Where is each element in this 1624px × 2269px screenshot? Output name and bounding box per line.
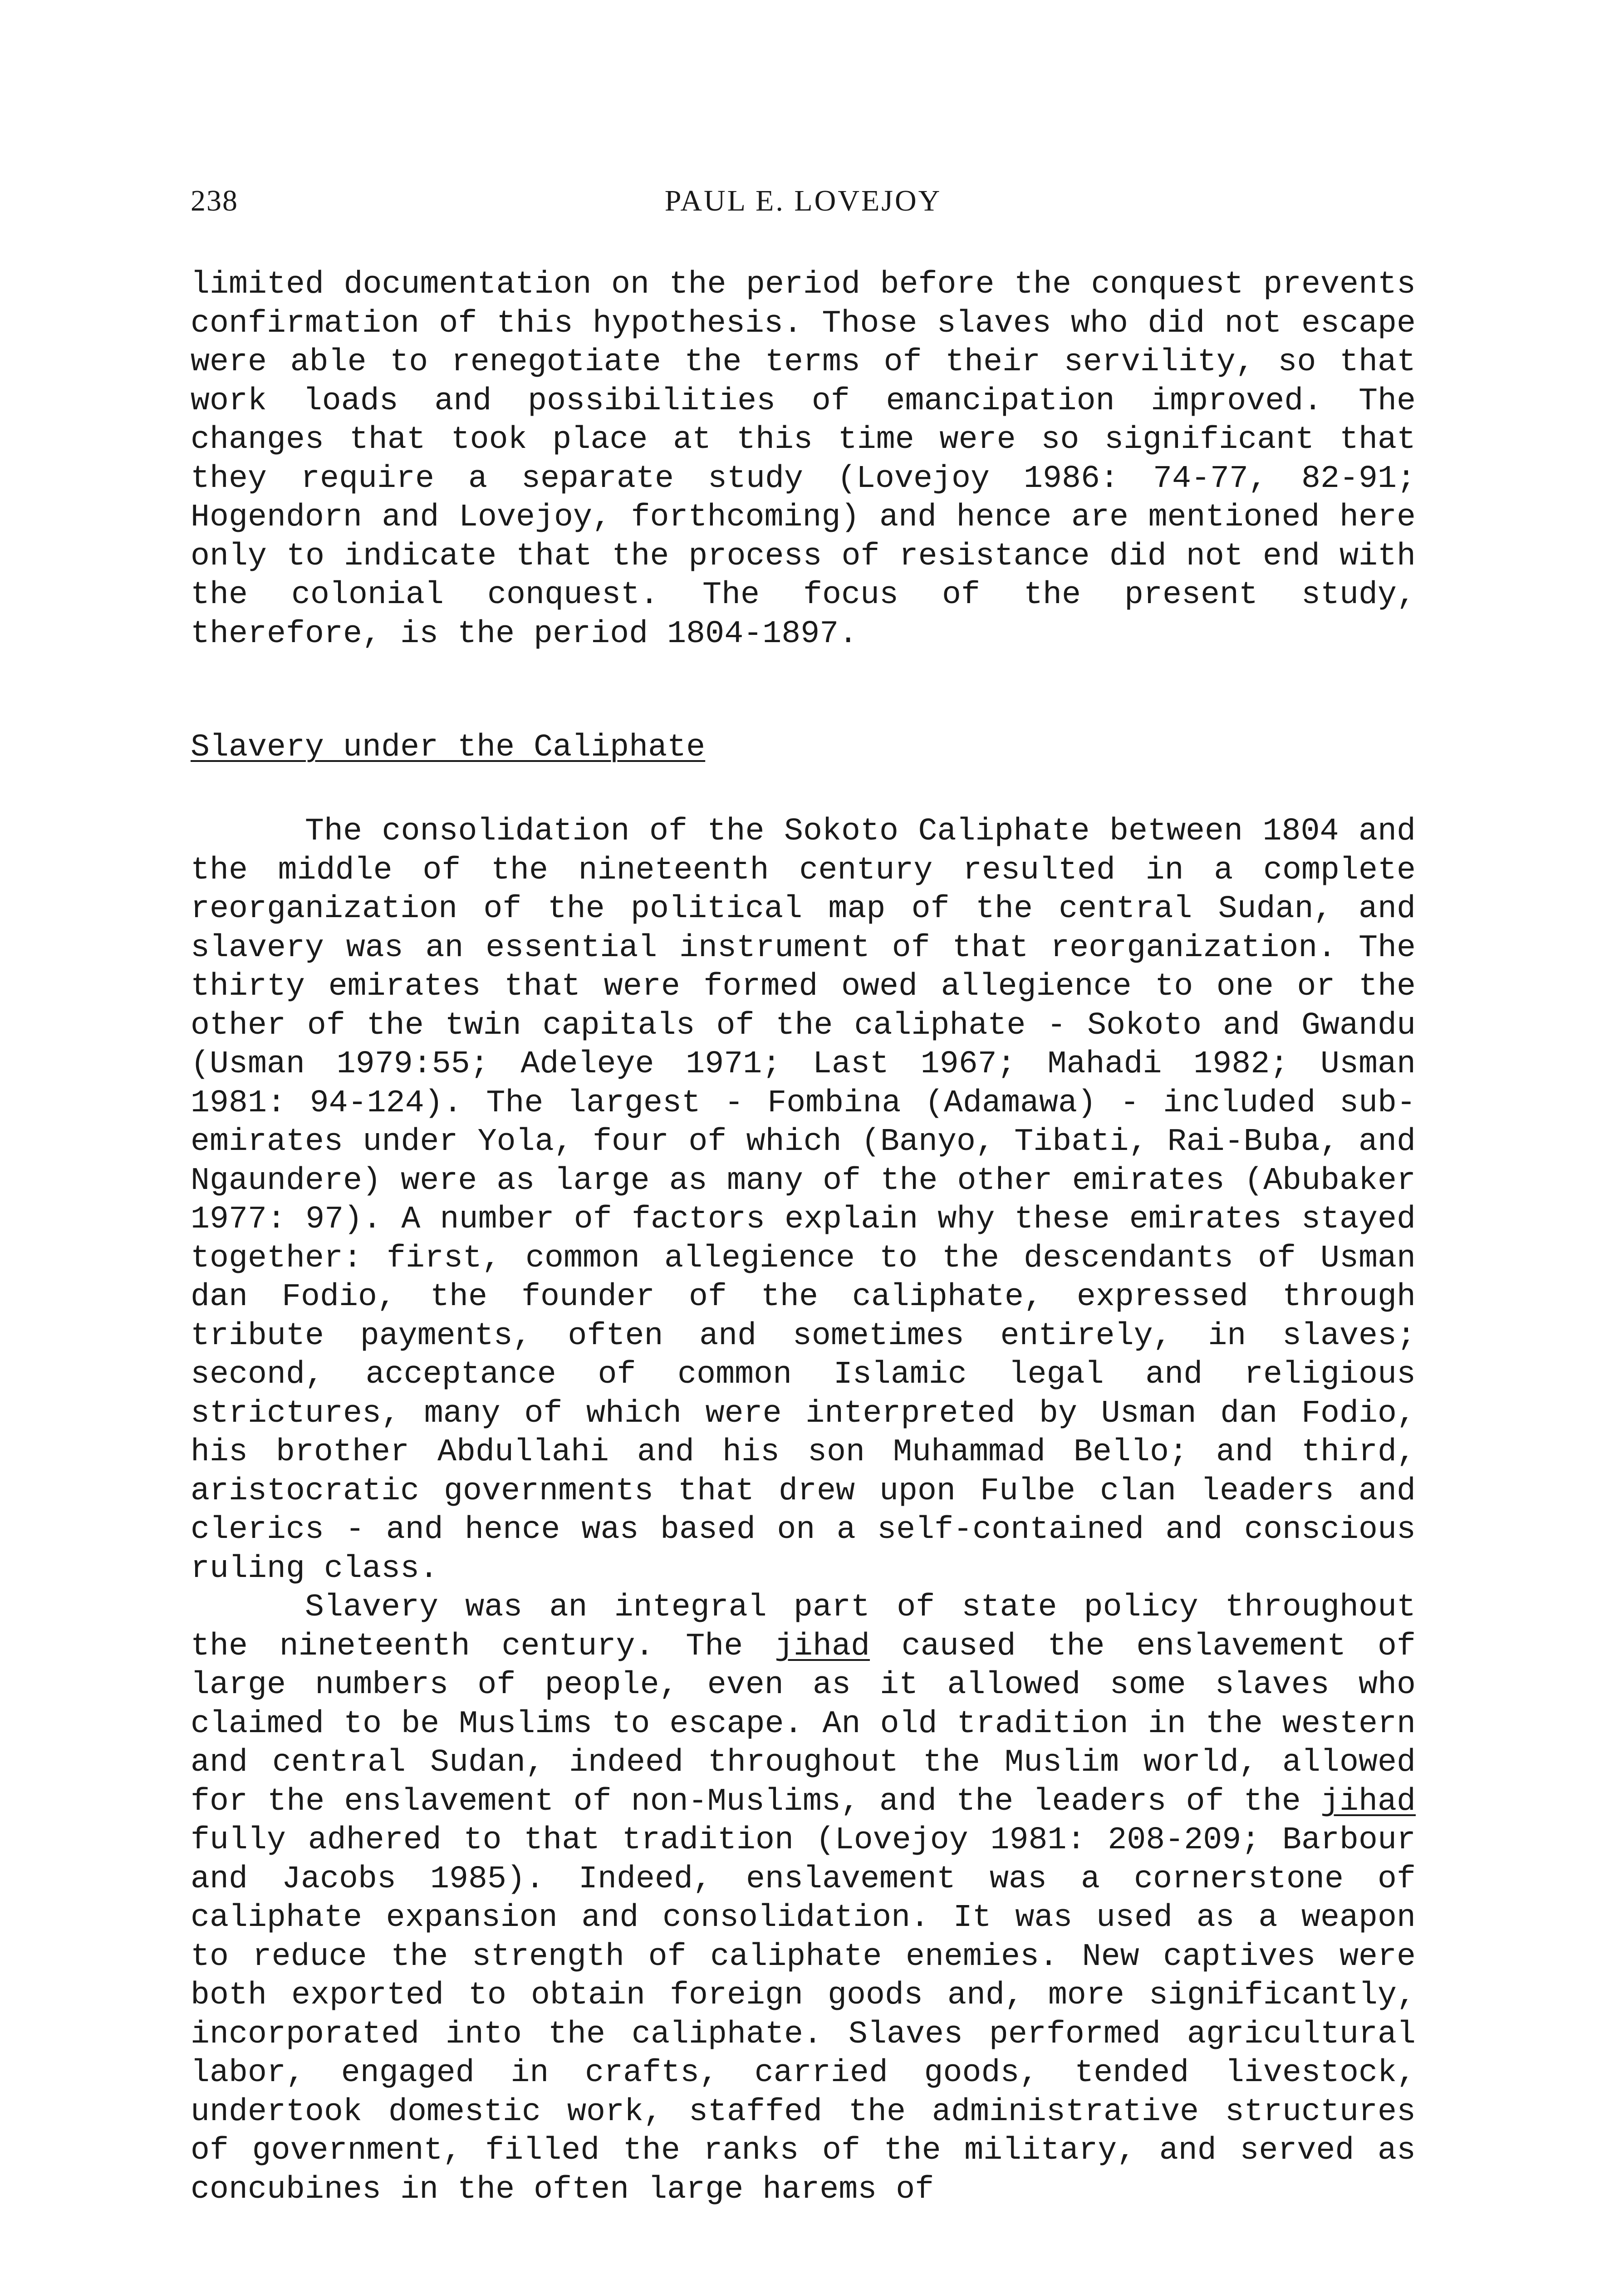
running-title: PAUL E. LOVEJOY	[664, 184, 942, 217]
italic-term-jihad: jihad	[1320, 1783, 1416, 1820]
page-number: 238	[191, 184, 238, 217]
paragraph-consolidation: The consolidation of the Sokoto Caliphate between 1804 and the middle of the nineteenth century resulted in a complete reorganization of the political map of the central Sudan, and slavery was an essential instrument of that reorganization. The thirty emirates that were formed owed allegience to one or the other of the twin capitals of the caliphate - Sokoto and Gwandu (Usman 1979:55; Adeleye 1971; Last 1967; Mahadi 1982; Usman 1981: 94-124). The largest - Fombina (Adamawa) - included sub-emirates under Yola, four of which (Banyo, Tibati, Rai-Buba, and Ngaundere) were as large as many of the other emirates (Abubaker 1977: 97). A number of factors explain why these emirates stayed together: first, common allegience to the descendants of Usman dan Fodio, the founder of the caliphate, expressed through tribute payments, often and sometimes entirely, in slaves; second, acceptance of common Islamic legal and religious strictures, many of which were interpreted by Usman dan Fodio, his brother Abdullahi and his son Muhammad Bello; and third, aristocratic governments that drew upon Fulbe clan leaders and clerics - and hence was based on a self-contained and conscious ruling class.	[191, 814, 1416, 1587]
section-body	[191, 812, 1416, 2209]
section-heading: Slavery under the Caliphate	[191, 730, 706, 766]
continuation-paragraph: limited documentation on the period before the conquest prevents confirmation of this hypothesis. Those slaves who did not escape were able to renegotiate the terms of their servility, so that work loads and possibilities of emancipation improved. The changes that took place at this time were so significant that they require a separate study (Lovejoy 1986: 74-77, 82-91; Hogendorn and Lovejoy, forthcoming) and hence are mentioned here only to indicate that the process of resistance did not end with the colonial conquest. The focus of the present study, therefore, is the period 1804-1897.	[191, 267, 1416, 652]
running-head	[191, 184, 1416, 225]
paragraph-slavery-policy	[191, 1588, 1416, 2209]
paragraph-text: fully adhered to that tradition (Lovejoy 1981: 208-209; Barbour and Jacobs 1985). Indeed, enslavement was a cornerstone of caliphate expansion and consolidation. It was used as a weapon to reduce the strength of caliphate enemies. New captives were both exported to obtain foreign goods and, more significantly, incorporated into the caliphate. Slaves performed agricultural labor, engaged in crafts, carried goods, tended livestock, undertook domestic work, staffed the administrative structures of government, filled the ranks of the military, and served as concubines in the often large harems of	[191, 1822, 1416, 2208]
paragraph-text: caused the enslavement of large numbers of people, even as it allowed some slaves who claimed to be Muslims to escape. An old tradition in the western and central Sudan, indeed throughout the Muslim world, allowed for the enslavement of non-Muslims, and the leaders of the	[191, 1628, 1416, 1820]
continuation-block	[191, 265, 1416, 653]
italic-term-jihad: jihad	[774, 1628, 870, 1665]
paragraph-text: Slavery was an integral part of state policy throughout the nineteenth century. The	[191, 1590, 1416, 1665]
